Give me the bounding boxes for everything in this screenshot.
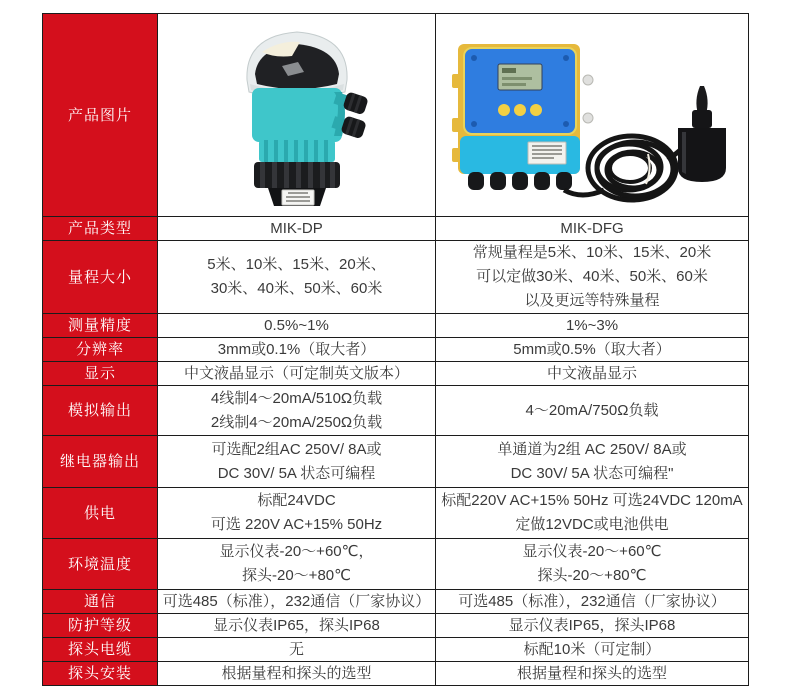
row-label-display: 显示 (43, 362, 158, 386)
dfg-range-line1: 常规量程是5米、10米、15米、20米 (472, 244, 712, 261)
cell-dp-image (158, 14, 436, 217)
cell-dfg-probe-install: 根据量程和探头的选型 (436, 662, 749, 686)
cell-dp-range (158, 241, 436, 314)
cell-dp-communication: 可选485（标准），232通信（厂家协议） (158, 590, 436, 614)
cell-dfg-display: 中文液晶显示 (436, 362, 749, 386)
row-accuracy (43, 314, 749, 338)
row-probe-cable (43, 638, 749, 662)
dfg-relay-line1: 单通道为2组 AC 250V/ 8A或 (497, 440, 687, 458)
dfg-power-line2: 定做12VDC或电池供电 (515, 516, 669, 533)
cell-dfg-analog: 4～20mA/750Ω负载 (436, 386, 749, 436)
row-protection (43, 614, 749, 638)
dp-analog-line2: 2线制4～20mA/250Ω负载 (210, 413, 383, 431)
product-spec-table (42, 13, 749, 686)
row-analog-output (43, 386, 749, 436)
dfg-power-line1: 标配220V AC+15% 50Hz 可选24VDC 120mA (441, 492, 743, 509)
dfg-range-line3: 以及更远等特殊量程 (524, 292, 660, 309)
cell-dfg-communication: 可选485（标准），232通信（厂家协议） (436, 590, 749, 614)
row-label-product-type: 产品类型 (43, 217, 158, 241)
row-label-protection: 防护等级 (43, 614, 158, 638)
row-display (43, 362, 749, 386)
row-label-power: 供电 (43, 488, 158, 539)
row-relay-output (43, 436, 749, 488)
row-label-range: 量程大小 (43, 241, 158, 314)
cell-dfg-protection: 显示仪表IP65，探头IP68 (436, 614, 749, 638)
cell-dfg-type: MIK-DFG (436, 217, 749, 241)
dp-temp-line1: 显示仪表-20～+60℃， (219, 543, 374, 560)
cell-dp-relay (158, 436, 436, 488)
cell-dfg-probe-cable: 标配10米（可定制） (436, 638, 749, 662)
cell-dp-resolution: 3mm或0.1%（取大者） (158, 338, 436, 362)
dp-analog-line1: 4线制4～20mA/510Ω负载 (210, 389, 383, 407)
dp-range-line1: 5米、10米、15米、20米、 (207, 256, 386, 273)
cell-dp-type: MIK-DP (158, 217, 436, 241)
row-label-accuracy: 测量精度 (43, 314, 158, 338)
dfg-range-line2: 可以定做30米、40米、50米、60米 (476, 268, 708, 285)
dfg-temp-line2: 探头-20～+80℃ (537, 567, 647, 584)
cell-dp-probe-install: 根据量程和探头的选型 (158, 662, 436, 686)
row-probe-install (43, 662, 749, 686)
row-label-analog-output: 模拟输出 (43, 386, 158, 436)
cell-dp-temp (158, 539, 436, 590)
cell-dp-probe-cable: 无 (158, 638, 436, 662)
cell-dfg-temp (436, 539, 749, 590)
row-label-probe-cable: 探头电缆 (43, 638, 158, 662)
dp-power-line2: 可选 220V AC+15% 50Hz (210, 516, 383, 533)
cell-dp-display: 中文液晶显示（可定制英文版本） (158, 362, 436, 386)
dp-relay-line1: 可选配2组AC 250V/ 8A或 (211, 440, 382, 458)
dp-temp-line2: 探头-20～+80℃ (242, 567, 351, 584)
cell-dfg-relay (436, 436, 749, 488)
cell-dfg-resolution: 5mm或0.5%（取大者） (436, 338, 749, 362)
cell-dfg-image (436, 14, 749, 217)
cell-dfg-power (436, 488, 749, 539)
row-product-image (43, 14, 749, 217)
row-range (43, 241, 749, 314)
row-resolution (43, 338, 749, 362)
cell-dp-analog (158, 386, 436, 436)
row-product-type (43, 217, 749, 241)
row-label-resolution: 分辨率 (43, 338, 158, 362)
dp-power-line1: 标配24VDC (257, 492, 336, 509)
row-label-probe-install: 探头安装 (43, 662, 158, 686)
row-label-product-image: 产品图片 (43, 14, 158, 217)
dfg-relay-line2: DC 30V/ 5A 状态可编程" (510, 464, 674, 482)
cell-dp-protection: 显示仪表IP65，探头IP68 (158, 614, 436, 638)
mik-dfg-product-image (442, 22, 742, 208)
row-label-communication: 通信 (43, 590, 158, 614)
row-ambient-temp (43, 539, 749, 590)
cell-dfg-range (436, 241, 749, 314)
row-label-relay-output: 继电器输出 (43, 436, 158, 488)
dp-range-line2: 30米、40米、50米、60米 (210, 280, 383, 297)
cell-dp-power (158, 488, 436, 539)
cell-dfg-accuracy: 1%~3% (436, 314, 749, 338)
row-power (43, 488, 749, 539)
mik-dp-product-image (222, 22, 372, 208)
dfg-temp-line1: 显示仪表-20～+60℃ (522, 543, 662, 560)
dp-relay-line2: DC 30V/ 5A 状态可编程 (217, 464, 376, 482)
row-communication (43, 590, 749, 614)
cell-dp-accuracy: 0.5%~1% (158, 314, 436, 338)
row-label-ambient-temp: 环境温度 (43, 539, 158, 590)
